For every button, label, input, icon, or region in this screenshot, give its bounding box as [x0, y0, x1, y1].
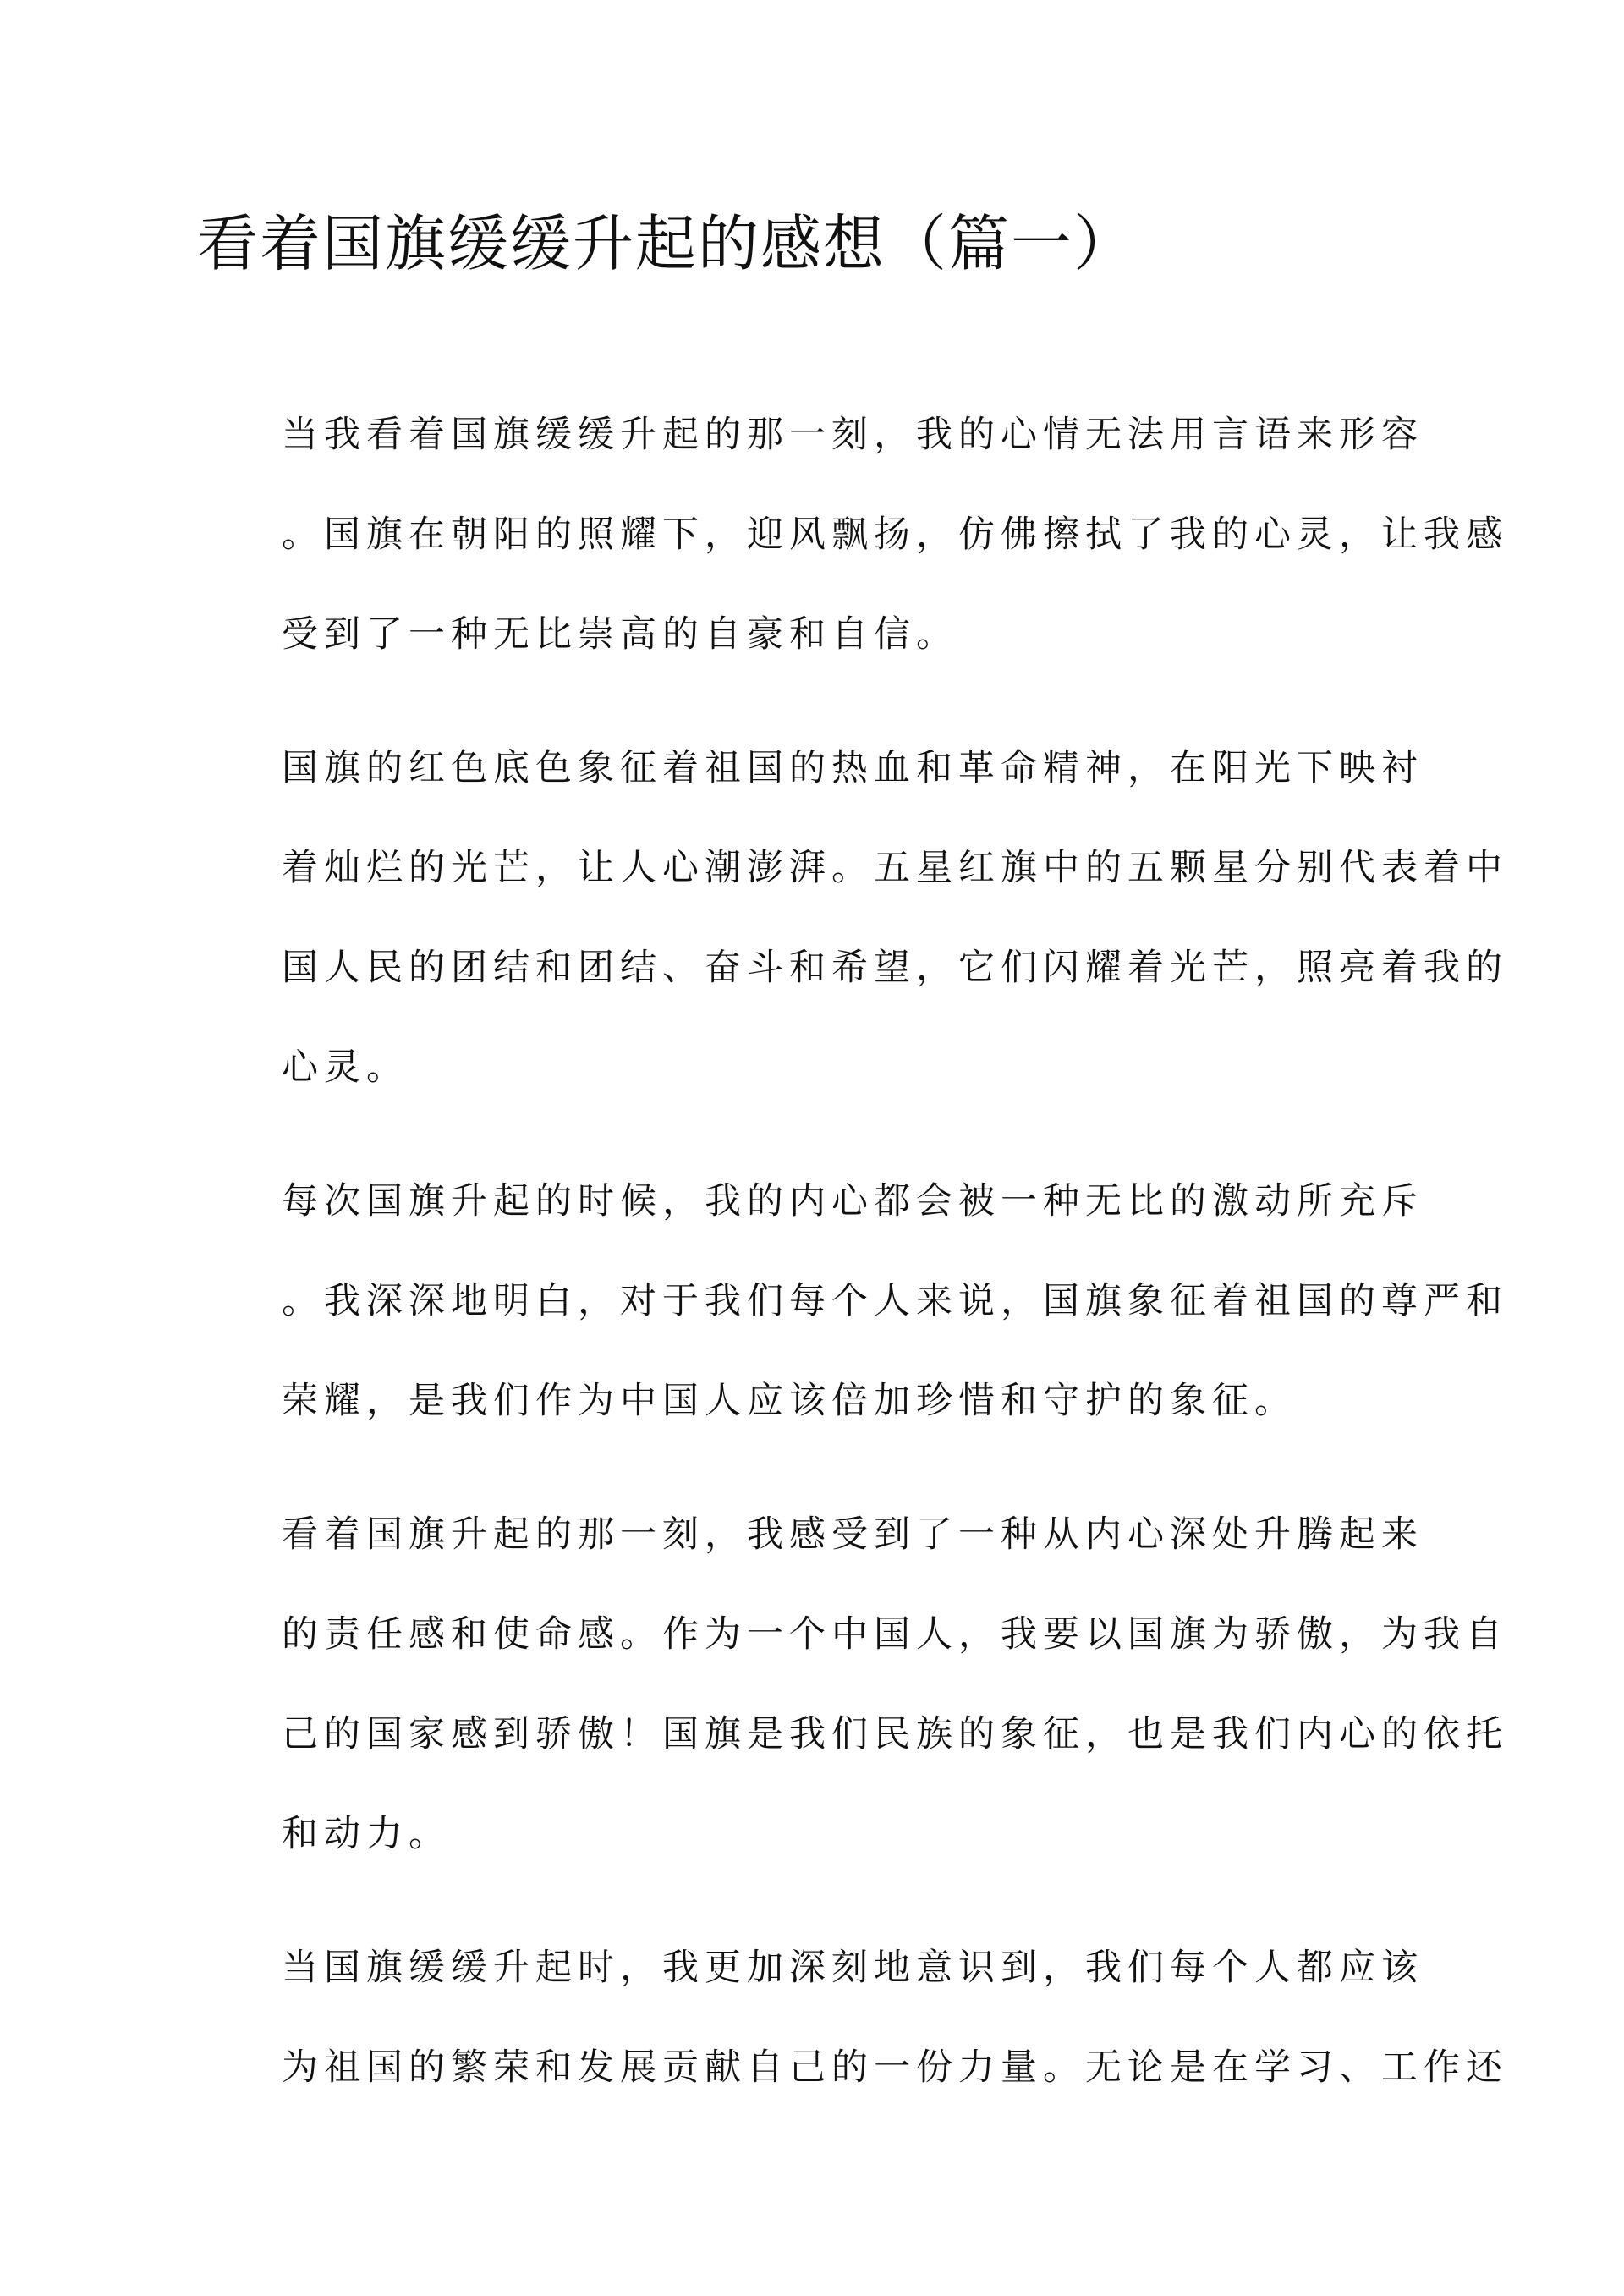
document-title: 看着国旗缓缓升起的感想（篇一）	[197, 208, 1137, 279]
paragraph-4	[197, 1485, 1508, 1884]
paragraph-line: 。国旗在朝阳的照耀下，迎风飘扬，仿佛擦拭了我的心灵，让我感	[282, 514, 1508, 556]
paragraph-line: 看着国旗升起的那一刻，我感受到了一种从内心深处升腾起来	[282, 1513, 1424, 1556]
paragraph-1	[197, 385, 1508, 684]
paragraph-line: 当国旗缓缓升起时，我更加深刻地意识到，我们每个人都应该	[282, 1947, 1424, 1989]
paragraph-2	[197, 718, 1508, 1118]
document-body	[197, 385, 1508, 2151]
paragraph-line: 。我深深地明白，对于我们每个人来说，国旗象征着祖国的尊严和	[282, 1280, 1508, 1322]
paragraph-line: 受到了一种无比崇高的自豪和自信。	[282, 613, 958, 656]
paragraph-3	[197, 1151, 1508, 1451]
paragraph-line: 国旗的红色底色象征着祖国的热血和革命精神，在阳光下映衬	[282, 747, 1424, 789]
paragraph-line: 荣耀，是我们作为中国人应该倍加珍惜和守护的象征。	[282, 1380, 1297, 1422]
paragraph-line: 当我看着国旗缓缓升起的那一刻，我的心情无法用言语来形容	[282, 414, 1424, 456]
paragraph-line: 国人民的团结和团结、奋斗和希望，它们闪耀着光芒，照亮着我的	[282, 947, 1508, 989]
paragraph-line: 心灵。	[282, 1046, 409, 1089]
paragraph-line: 每次国旗升起的时候，我的内心都会被一种无比的激动所充斥	[282, 1180, 1424, 1222]
paragraph-line: 为祖国的繁荣和发展贡献自己的一份力量。无论是在学习、工作还	[282, 2046, 1508, 2089]
paragraph-line: 的责任感和使命感。作为一个中国人，我要以国旗为骄傲，为我自	[282, 1613, 1508, 1656]
paragraph-line: 着灿烂的光芒，让人心潮澎湃。五星红旗中的五颗星分别代表着中	[282, 847, 1508, 889]
paragraph-5	[197, 1918, 1508, 2117]
paragraph-line: 己的国家感到骄傲！国旗是我们民族的象征，也是我们内心的依托	[282, 1713, 1508, 1755]
paragraph-line: 和动力。	[282, 1813, 451, 1855]
